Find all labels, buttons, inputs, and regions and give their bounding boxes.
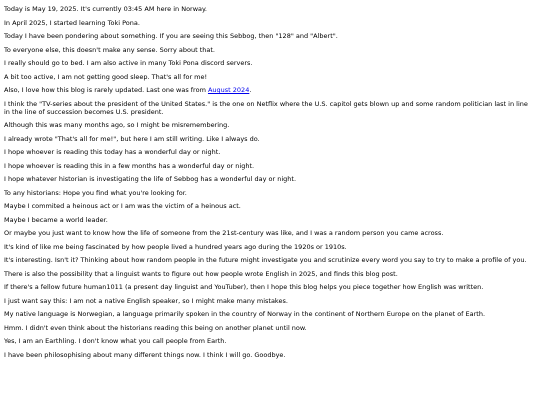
paragraph-toki-pona: In April 2025, I started learning Toki Pona. [4, 18, 140, 27]
paragraph-misremembering: Although this was many months ago, so I might be misremembering. [4, 121, 230, 129]
paragraph-earthling: Yes, I am an Earthling. I don't know what you call people from Earth. [4, 337, 227, 345]
paragraph-interesting: It's interesting. Isn't it? Thinking about how random people in the future might investigate you and scrutinize every word you say to try to make a profile of you. [4, 256, 527, 264]
paragraph-pondering: Today I have been pondering about something. If you are seeing this Sebbog, then "128" and "Albert". [4, 32, 338, 40]
paragraph-human1011: If there's a fellow future human1011 (a present day linguist and YouTuber), then I hope this blog helps you piece together how English was written. [4, 283, 484, 291]
paragraph-goodbye: I have been philosophising about many different things now. I think I will go. Goodbye. [4, 350, 286, 359]
paragraph-still-writing: I already wrote "That's all for me!", but here I am still writing. Like I always do. [4, 134, 260, 143]
paragraph-tv-series: I think the "TV-series about the president of the United States." is the one on Netflix where the U.S. capitol gets blown up and some random politician last in line in the line of succession becomes U.S. president. [4, 99, 528, 116]
paragraph-rarely-updated-text: Also, I love how this blog is rarely updated. Last one was from [4, 86, 208, 94]
paragraph-hope-historian: I hope whatever historian is investigating the life of Sebbog has a wonderful day or night. [4, 175, 297, 183]
last-post-link[interactable]: August 2024 [207, 86, 250, 94]
paragraph-heinous-act: Maybe I commited a heinous act or I am was the victim of a heinous act. [4, 202, 241, 210]
link-trailing-period: . [249, 86, 252, 94]
paragraph-norwegian: My native language is Norwegian, a language primarily spoken in the country of Norway in the continent of Northern Europe on the planet of Earth. [4, 310, 486, 318]
paragraph-date: Today is May 19, 2025. It's currently 03:45 AM here in Norway. [4, 5, 207, 13]
paragraph-hope-today: I hope whoever is reading this today has a wonderful day or night. [4, 148, 221, 156]
paragraph-rarely-updated [4, 86, 536, 94]
paragraph-1920s: It's kind of like me being fascinated by how people lived a hundred years ago during the 1920s or 1910s. [4, 242, 347, 251]
paragraph-world-leader: Maybe I became a world leader. [4, 215, 108, 224]
paragraph-historians: To any historians: Hope you find what you're looking for. [4, 188, 187, 197]
paragraph-hope-months: I hope whoever is reading this in a few months has a wonderful day or night. [4, 161, 255, 170]
paragraph-another-planet: Hmm. I didn't even think about the historians reading this being on another planet until now. [4, 323, 307, 332]
paragraph-apology: To everyone else, this doesn't make any sense. Sorry about that. [4, 45, 215, 54]
paragraph-sleep: A bit too active, I am not getting good sleep. That's all for me! [4, 72, 208, 81]
paragraph-bed: I really should go to bed. I am also active in many Toki Pona discord servers. [4, 59, 253, 67]
paragraph-21st-century: Or maybe you just want to know how the life of someone from the 21st-century was like, and I was a random person you came across. [4, 229, 444, 237]
paragraph-linguist: There is also the possibility that a linguist wants to figure out how people wrote English in 2025, and finds this blog post. [4, 269, 398, 278]
paragraph-native-speaker: I just want say this: I am not a native English speaker, so I might make many mistakes. [4, 296, 288, 305]
